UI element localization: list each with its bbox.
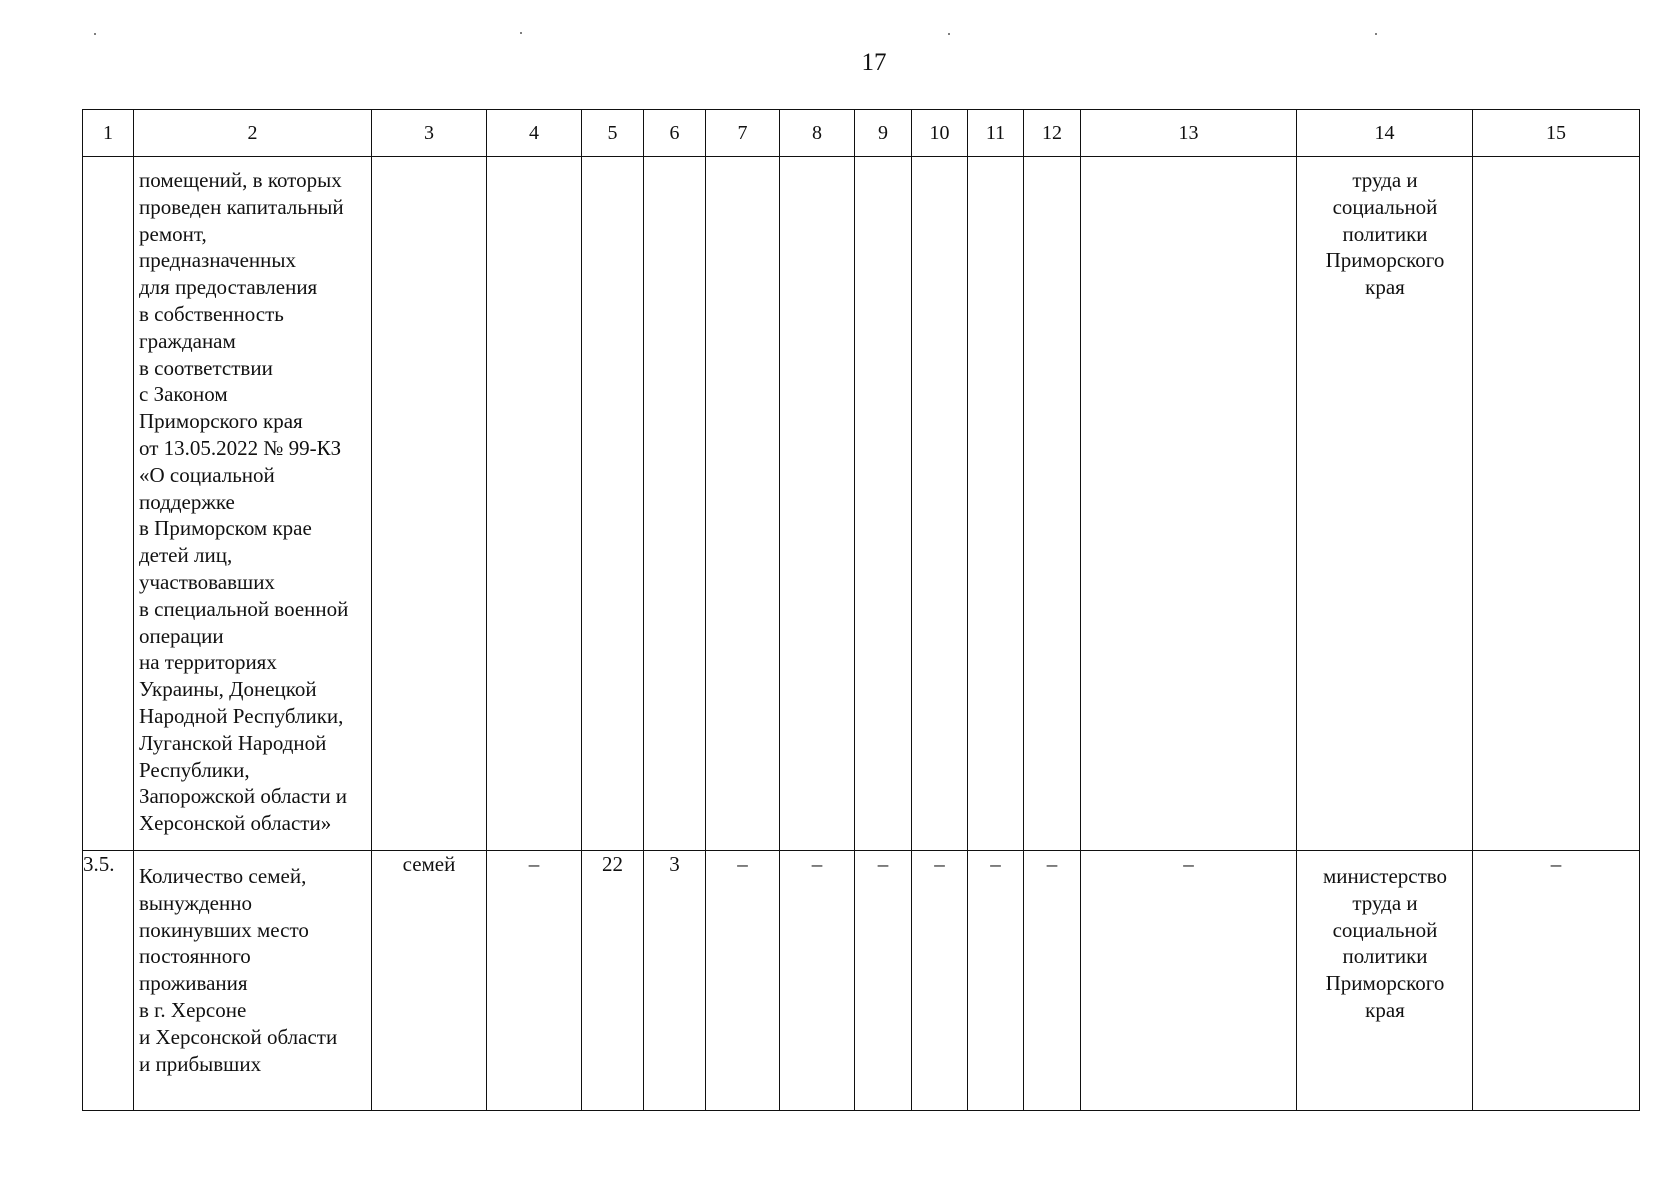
value-cell: – — [1473, 851, 1640, 1111]
header-cell: 2 — [134, 110, 372, 157]
value-cell: 22 — [582, 851, 644, 1111]
value-cell — [968, 157, 1024, 851]
value-cell: – — [855, 851, 912, 1111]
unit-cell: семей — [372, 851, 487, 1111]
table-row — [83, 851, 1640, 1111]
row-number-cell: 3.5. — [83, 851, 134, 1111]
indicator-name-text: помещений, в которых проведен капитальный ремонт, предназначенных для предоставления в собственность гражданам в соответствии с Законом Приморского края от 13.05.2022 № 99-КЗ «О социальной поддержке в Приморском крае детей лиц, участвовавших в специальной военной операции на территориях Украины, Донецкой Народной Республики, Луганской Народной Республики, Запорожской области и Херсонской области» — [139, 168, 349, 836]
value-cell — [855, 157, 912, 851]
responsible-text: труда и социальной политики Приморского края — [1325, 168, 1445, 300]
scan-speck — [1375, 33, 1377, 35]
header-cell: 9 — [855, 110, 912, 157]
data-table — [82, 109, 1640, 1111]
header-cell: 3 — [372, 110, 487, 157]
value-cell — [487, 157, 582, 851]
header-cell: 5 — [582, 110, 644, 157]
header-cell: 1 — [83, 110, 134, 157]
unit-cell — [372, 157, 487, 851]
value-cell — [582, 157, 644, 851]
header-cell: 4 — [487, 110, 582, 157]
responsible-cell — [1297, 851, 1473, 1111]
page-number: 17 — [861, 49, 887, 76]
header-row — [83, 110, 1640, 157]
indicator-name-cell — [134, 851, 372, 1111]
value-cell: – — [487, 851, 582, 1111]
scan-speck — [948, 33, 950, 35]
value-cell: – — [706, 851, 780, 1111]
header-cell: 12 — [1024, 110, 1081, 157]
header-cell: 15 — [1473, 110, 1640, 157]
header-cell: 7 — [706, 110, 780, 157]
value-cell — [1473, 157, 1640, 851]
responsible-cell — [1297, 157, 1473, 851]
header-cell: 11 — [968, 110, 1024, 157]
header-cell: 10 — [912, 110, 968, 157]
value-cell: – — [1081, 851, 1297, 1111]
value-cell — [912, 157, 968, 851]
table-row — [83, 157, 1640, 851]
scan-speck — [520, 32, 522, 34]
scan-speck — [94, 33, 96, 35]
value-cell — [1081, 157, 1297, 851]
value-cell: – — [780, 851, 855, 1111]
value-cell — [1024, 157, 1081, 851]
value-cell — [706, 157, 780, 851]
header-cell: 14 — [1297, 110, 1473, 157]
value-cell: – — [912, 851, 968, 1111]
value-cell: – — [1024, 851, 1081, 1111]
value-cell — [644, 157, 706, 851]
row-number-cell — [83, 157, 134, 851]
responsible-text: министерство труда и социальной политики Приморского края — [1322, 864, 1448, 1022]
header-cell: 6 — [644, 110, 706, 157]
value-cell: – — [968, 851, 1024, 1111]
indicator-name-text: Количество семей, вынужденно покинувших место постоянного проживания в г. Херсоне и Херсонской области и прибывших — [139, 864, 338, 1076]
header-cell: 8 — [780, 110, 855, 157]
value-cell — [780, 157, 855, 851]
header-cell: 13 — [1081, 110, 1297, 157]
indicator-name-cell — [134, 157, 372, 851]
value-cell: 3 — [644, 851, 706, 1111]
